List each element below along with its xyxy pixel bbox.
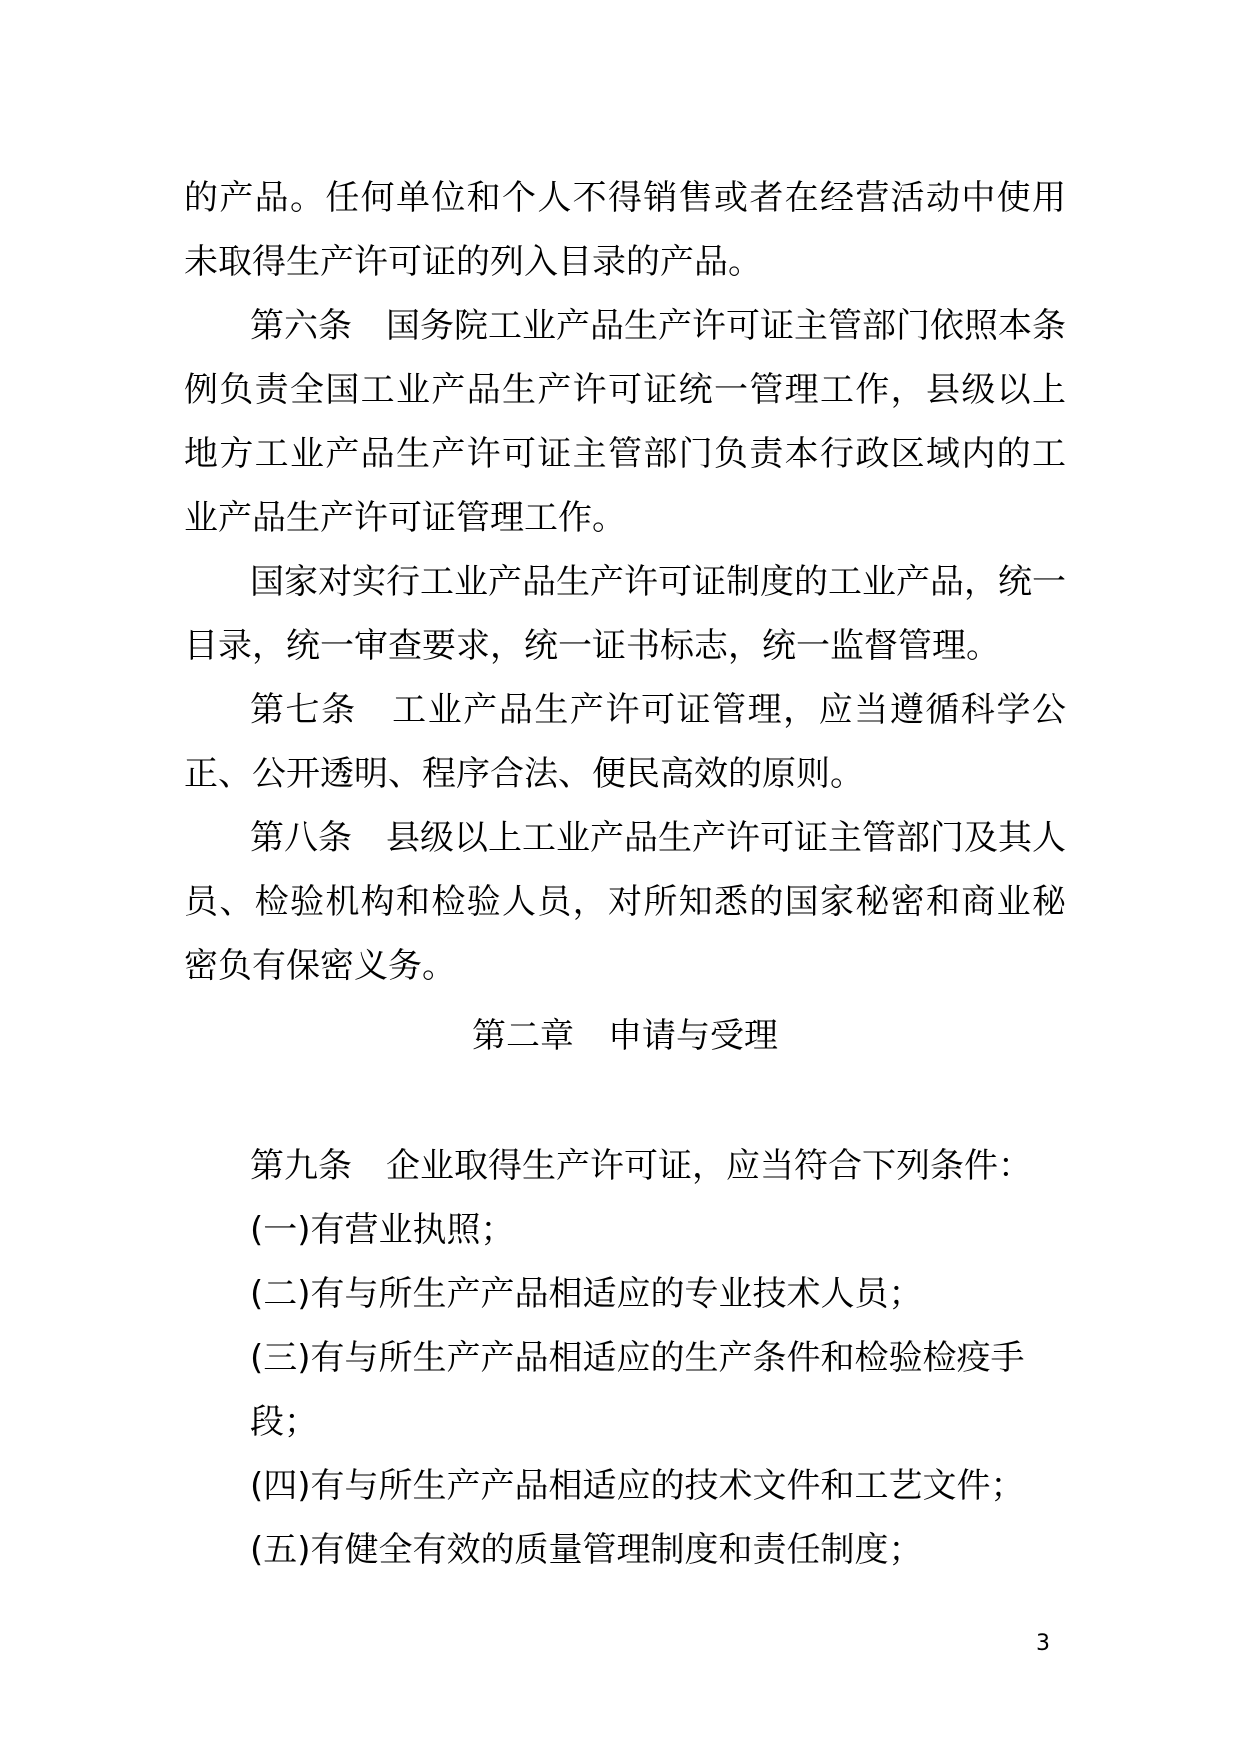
article-6: 第六条 国务院工业产品生产许可证主管部门依照本条例负责全国工业产品生产许可证统一管理工作，县级以上地方工业产品生产许可证主管部门负责本行政区域内的工业产品生产许可证管理工作。 [184,306,1066,538]
list-item: (三)有与所生产产品相适应的生产条件和检验检疫手段； [250,1338,1025,1442]
article-8: 第八条 县级以上工业产品生产许可证主管部门及其人员、检验机构和检验人员，对所知悉的国家秘密和商业秘密负有保密义务。 [184,818,1066,986]
paragraph-continuation: 的产品。任何单位和个人不得销售或者在经营活动中使用未取得生产许可证的列入目录的产品。 [184,178,1066,282]
article-6-clause-2: 国家对实行工业产品生产许可证制度的工业产品，统一目录，统一审查要求，统一证书标志，统一监督管理。 [184,562,1066,666]
article-9-intro: 第九条 企业取得生产许可证，应当符合下列条件： [250,1146,1032,1186]
spacer [184,1068,1066,1134]
list-item: (四)有与所生产产品相适应的技术文件和工艺文件； [250,1466,1025,1506]
list-item: (二)有与所生产产品相适应的专业技术人员； [250,1274,923,1314]
list-item: (五)有健全有效的质量管理制度和责任制度； [250,1530,923,1570]
page-number: 3 [1036,1631,1050,1656]
body-text [184,166,1066,1582]
list-item: (一)有营业执照； [250,1210,515,1250]
article-7: 第七条 工业产品生产许可证管理，应当遵循科学公正、公开透明、程序合法、便民高效的原则。 [184,690,1066,794]
chapter-title: 第二章 申请与受理 [472,1016,778,1056]
